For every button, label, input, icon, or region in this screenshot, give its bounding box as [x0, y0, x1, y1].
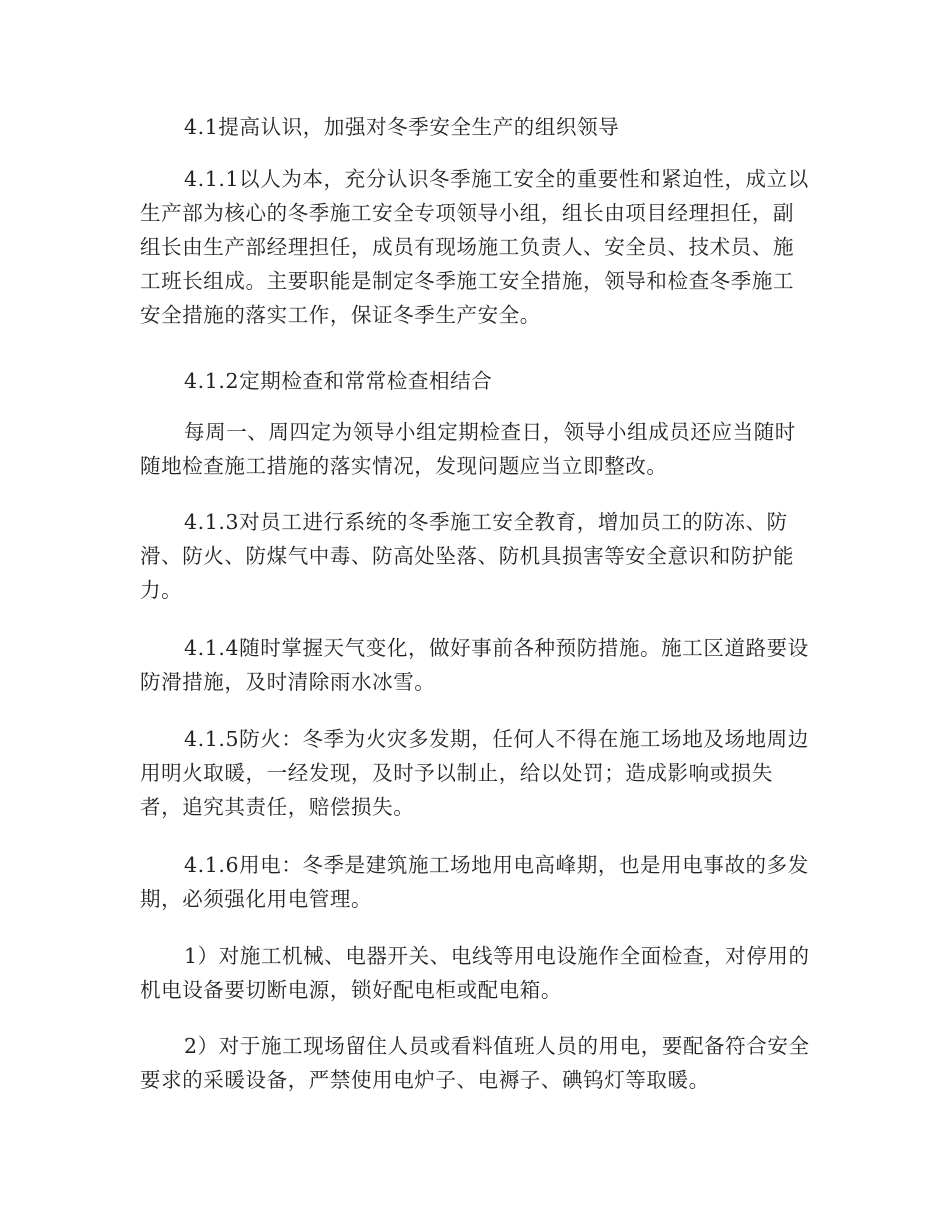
- paragraph-4-1-5: 4.1.5防火：冬季为火灾多发期，任何人不得在施工场地及场地周边用明火取暖，一经发现，及时予以制止，给以处罚；造成影响或损失者，追究其责任，赔偿损失。: [140, 727, 809, 819]
- paragraph-4-1-3: 4.1.3对员工进行系统的冬季施工安全教育，增加员工的防冻、防滑、防火、防煤气中毒、防高处坠落、防机具损害等安全意识和防护能力。: [140, 510, 795, 602]
- paragraph-4-1-6: 4.1.6用电：冬季是建筑施工场地用电高峰期，也是用电事故的多发期，必须强化用电管理。: [140, 853, 809, 911]
- list-item-1: 1）对施工机械、电器开关、电线等用电设施作全面检查，对停用的机电设备要切断电源，锁好配电柜或配电箱。: [140, 944, 810, 1002]
- paragraph-4-1-4: 4.1.4随时掌握天气变化，做好事前各种预防措施。施工区道路要设防滑措施，及时清除雨水冰雪。: [140, 636, 809, 694]
- paragraph-4-1-2-body: 每周一、周四定为领导小组定期检查日，领导小组成员还应当随时随地检查施工措施的落实情况，发现问题应当立即整改。: [140, 420, 796, 478]
- list-item-2: 2）对于施工现场留住人员或看料值班人员的用电，要配备符合安全要求的采暖设备，严禁使用电炉子、电褥子、碘钨灯等取暖。: [140, 1034, 810, 1092]
- paragraph-4-1-1: 4.1.1以人为本，充分认识冬季施工安全的重要性和紧迫性，成立以生产部为核心的冬季施工安全专项领导小组，组长由项目经理担任，副组长由生产部经理担任，成员有现场施工负责人、安全员、技术员、施工班长组成。主要职能是制定冬季施工安全措施，领导和检查冬季施工安全措施的落实工作，保证冬季生产安全。: [140, 167, 809, 327]
- section-heading-4-1: 4.1提高认识，加强对冬季安全生产的组织领导: [184, 115, 620, 139]
- section-heading-4-1-2: 4.1.2定期检查和常常检查相结合: [184, 369, 493, 393]
